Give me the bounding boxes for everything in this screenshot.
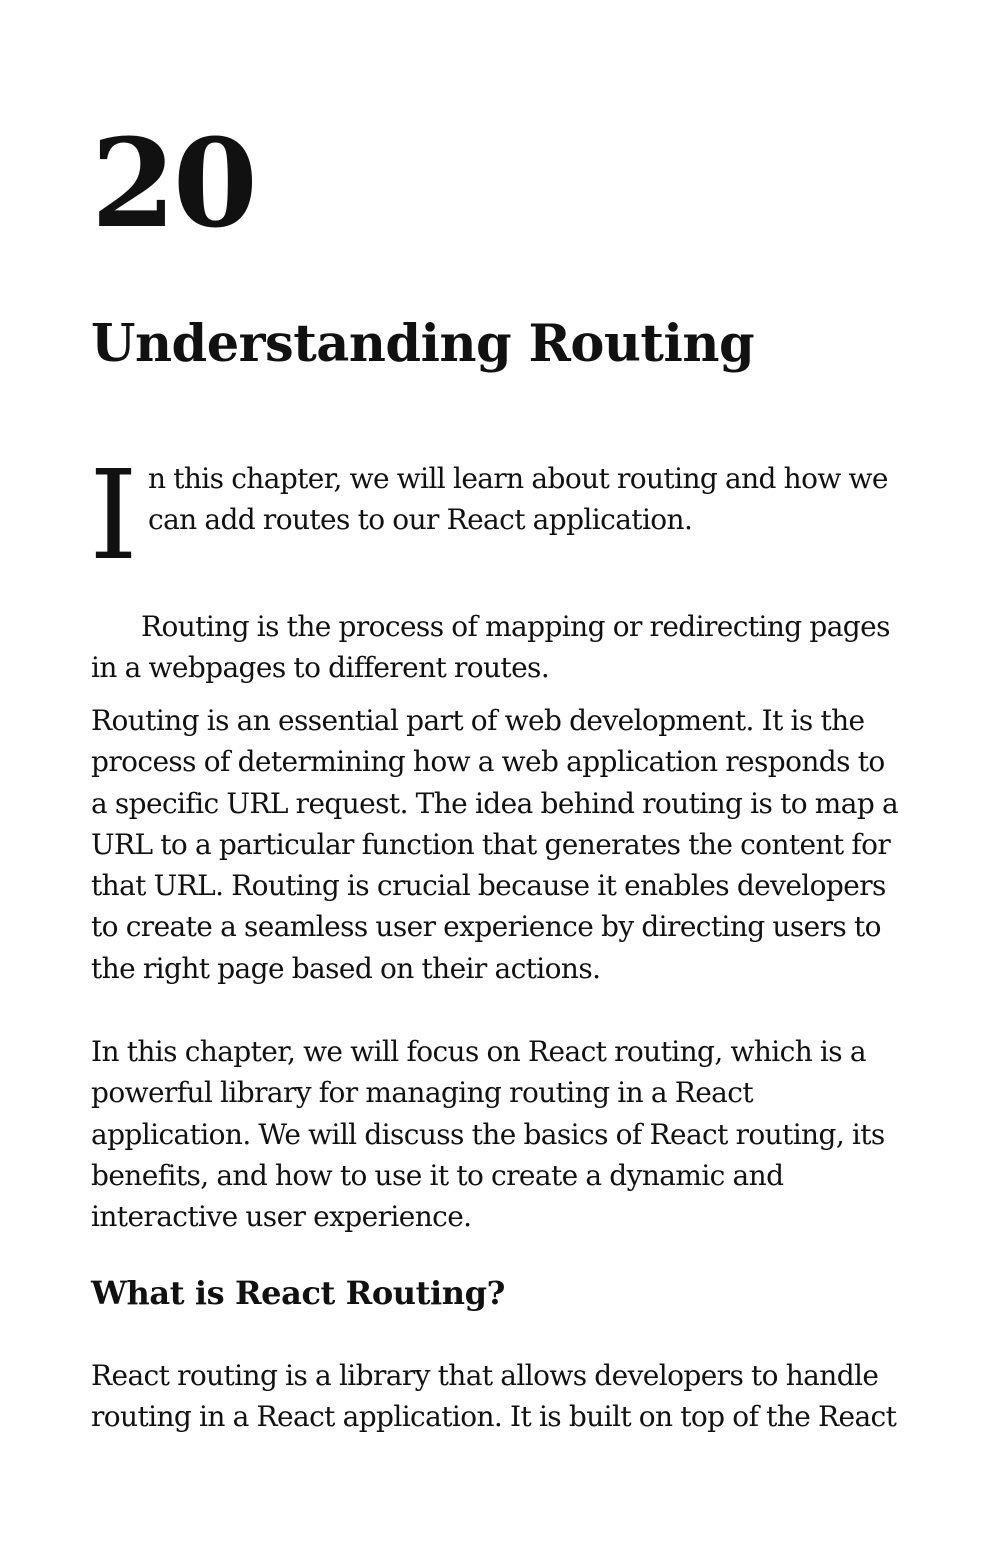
intro-second-paragraph: Routing is the process of mapping or redirecting pages in a webpages to different routes. <box>91 610 890 685</box>
drop-cap: I <box>89 444 138 588</box>
chapter-intro <box>89 444 911 689</box>
chapter-title: Understanding Routing <box>91 314 755 374</box>
section-paragraph: React routing is a library that allows developers to handle routing in a React application. It is built on top of the React <box>91 1359 897 1434</box>
body-paragraph-1: Routing is an essential part of web development. It is the process of determining how a web application responds to a specific URL request. The idea behind routing is to map a URL to a particular function that generates the content for that URL. Routing is crucial because it enables developers to create a seamless user experience by directing users to the right page based on their actions. <box>91 704 899 985</box>
section-heading: What is React Routing? <box>91 1274 505 1312</box>
intro-first-paragraph: n this chapter, we will learn about routing and how we can add routes to our React application. <box>147 462 888 537</box>
chapter-number: 20 <box>91 111 255 255</box>
body-paragraph-2: In this chapter, we will focus on React routing, which is a powerful library for managing routing in a React application. We will discuss the basics of React routing, its benefits, and how to use it to create a dynamic and interactive user experience. <box>91 1035 885 1234</box>
